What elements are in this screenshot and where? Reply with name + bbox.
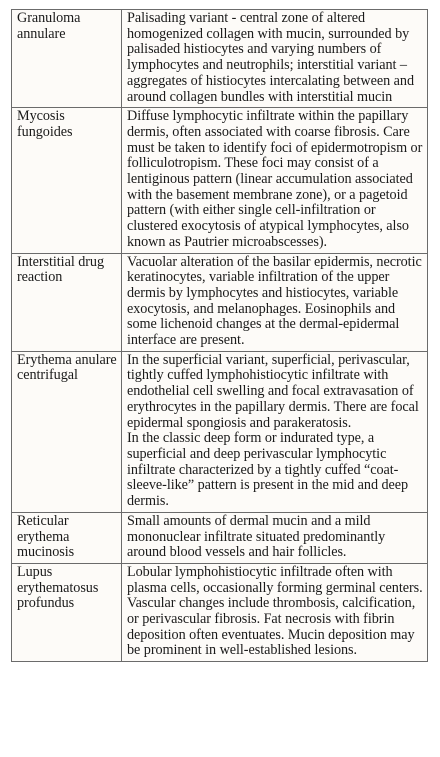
- term-cell: Mycosis fungoides: [12, 108, 122, 253]
- description-cell: Small amounts of dermal mucin and a mild mononuclear infiltrate situated predominantly around blood vessels and hair follicles.: [122, 512, 428, 563]
- table-row-mycosis-fungoides: [12, 108, 428, 253]
- table-row-granuloma-annulare: [12, 10, 428, 108]
- description-paragraph-deep: In the classic deep form or indurated type, a superficial and deep perivascular lymphocytic infiltrate characterized by a tightly cuffed “coat-sleeve-like” pattern is present in the mid and deep dermis.: [127, 430, 409, 510]
- term-cell: Reticular erythema mucinosis: [12, 512, 122, 563]
- description-paragraph-superficial: In the superficial variant, superficial, perivascular, tightly cuffed lymphohistiocytic infiltrate with endothelial cell swelling and focal extravasation of erythrocytes in the papillary dermis. There are focal epidermal spongiosis and parakeratosis.: [127, 351, 419, 431]
- term-cell: Granuloma annulare: [12, 10, 122, 108]
- table-row-erythema-anulare-centrifugal: [12, 351, 428, 512]
- description-cell: Lobular lymphohistiocytic infiltrade often with plasma cells, occasionally forming germinal centers. Vascular changes include thrombosis, calcification, or perivascular fibrosis. Fat necrosis with fibrin deposition often eventuates. Mucin deposition may be prominent in well-established lesions.: [122, 563, 428, 661]
- term-cell: Interstitial drug reaction: [12, 253, 122, 351]
- cropped-text-fragment: [6, 0, 9, 8]
- cropped-previous-text: [0, 0, 440, 8]
- table-row-lupus-erythematosus-profundus: [12, 563, 428, 661]
- description-cell: Vacuolar alteration of the basilar epidermis, necrotic keratinocytes, variable infiltration of the upper dermis by lymphocytes and histiocytes, variable exocytosis, and melanophages. Eosinophils and some lichenoid changes at the dermal-epidermal interface are present.: [122, 253, 428, 351]
- table-row-reticular-erythema-mucinosis: [12, 512, 428, 563]
- term-cell: Lupus erythematosus profundus: [12, 563, 122, 661]
- table-row-interstitial-drug-reaction: [12, 253, 428, 351]
- description-cell: [122, 351, 428, 512]
- description-cell: Diffuse lymphocytic infiltrate within the papillary dermis, often associated with coarse fibrosis. Care must be taken to identify foci of epidermotropism or folliculotropism. These foci may consist of a lentiginous pattern (linear accumulation associated with the basement membrane zone), or a pagetoid pattern (with either single cell-infiltration or clustered exocytosis of atypical lymphocytes, also known as Pautrier microabscesses).: [122, 108, 428, 253]
- description-cell: Palisading variant - central zone of altered homogenized collagen with mucin, surrounded by palisaded histiocytes and varying numbers of lymphocytes and neutrophils; interstitial variant – aggregates of histiocytes intercalating between and around collagen bundles with interstitial mucin: [122, 10, 428, 108]
- term-cell: Erythema anulare centrifugal: [12, 351, 122, 512]
- histopathology-table: [11, 9, 428, 662]
